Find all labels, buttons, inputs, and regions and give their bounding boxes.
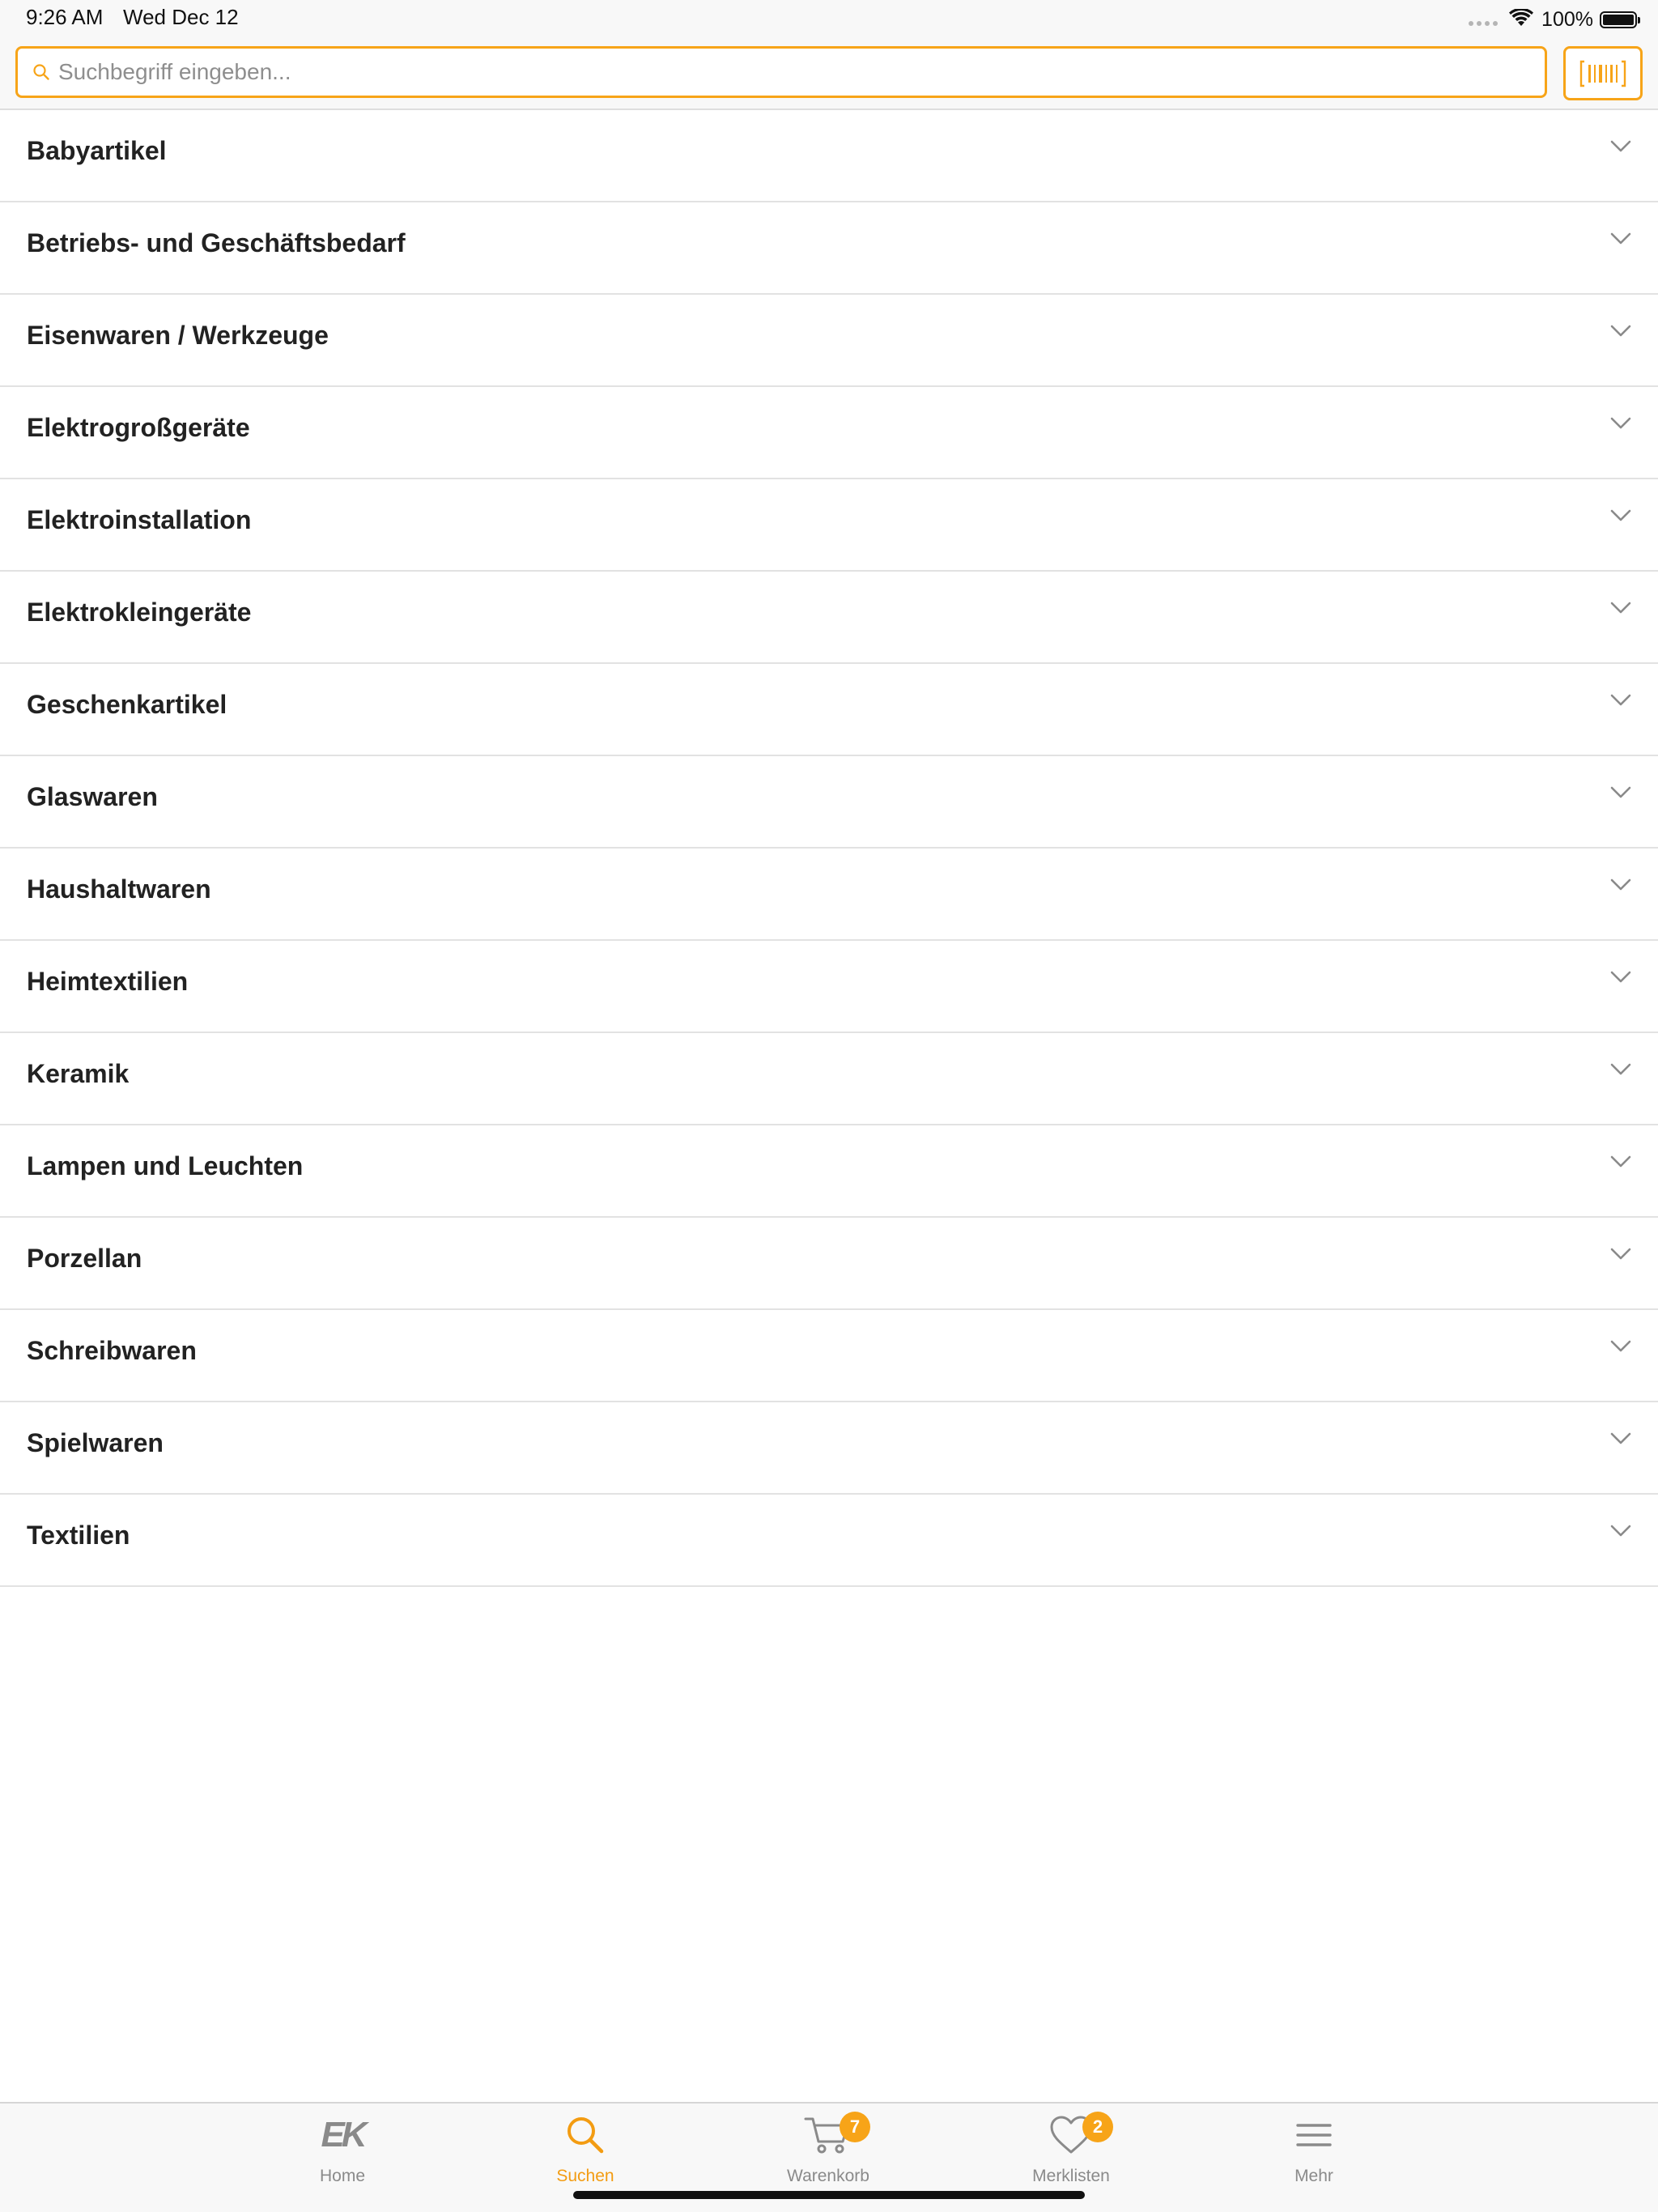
status-date: Wed Dec 12 — [123, 5, 239, 29]
battery-icon — [1600, 11, 1637, 28]
category-row[interactable] — [0, 295, 1658, 387]
category-row[interactable] — [0, 387, 1658, 479]
category-label: Geschenkartikel — [27, 690, 227, 719]
status-indicators — [1469, 6, 1637, 32]
category-label: Heimtextilien — [27, 967, 189, 996]
tab-label: Suchen — [556, 2167, 614, 2185]
category-row[interactable] — [0, 479, 1658, 572]
category-label: Lampen und Leuchten — [27, 1151, 304, 1180]
chevron-down-icon[interactable] — [1609, 139, 1632, 154]
category-row[interactable] — [0, 756, 1658, 849]
category-row[interactable] — [0, 1125, 1658, 1218]
chevron-down-icon[interactable] — [1609, 878, 1632, 892]
category-row[interactable] — [0, 1218, 1658, 1310]
search-icon — [32, 63, 50, 81]
cellular-signal-icon — [1469, 21, 1498, 26]
wishlist-badge: 2 — [1082, 2112, 1113, 2142]
category-row[interactable] — [0, 1310, 1658, 1402]
ek-logo-text: EK — [321, 2115, 364, 2155]
category-label: Babyartikel — [27, 136, 167, 165]
status-time: 9:26 AM — [26, 5, 104, 29]
chevron-down-icon[interactable] — [1609, 785, 1632, 800]
category-row[interactable] — [0, 1033, 1658, 1125]
category-label: Schreibwaren — [27, 1336, 197, 1365]
category-label: Elektrogroßgeräte — [27, 413, 250, 442]
chevron-down-icon[interactable] — [1609, 1155, 1632, 1169]
search-icon — [557, 2113, 614, 2157]
search-box[interactable] — [15, 46, 1547, 98]
battery-percentage: 100% — [1541, 7, 1593, 31]
category-label: Porzellan — [27, 1244, 142, 1273]
category-row[interactable] — [0, 849, 1658, 941]
chevron-down-icon[interactable] — [1609, 416, 1632, 431]
barcode-icon — [1579, 60, 1626, 87]
category-row[interactable] — [0, 1402, 1658, 1495]
status-bar — [0, 0, 1658, 40]
chevron-down-icon[interactable] — [1609, 970, 1632, 985]
chevron-down-icon[interactable] — [1609, 1339, 1632, 1354]
cart-badge: 7 — [840, 2112, 870, 2142]
barcode-scan-button[interactable] — [1563, 46, 1643, 100]
chevron-down-icon[interactable] — [1609, 324, 1632, 338]
category-label: Keramik — [27, 1059, 130, 1088]
tab-label: Home — [319, 2167, 366, 2185]
chevron-down-icon[interactable] — [1609, 1247, 1632, 1261]
ek-logo-icon — [314, 2113, 371, 2157]
chevron-down-icon[interactable] — [1609, 508, 1632, 523]
category-label: Elektrokleingeräte — [27, 598, 252, 627]
tab-home[interactable] — [261, 2104, 423, 2184]
category-label: Haushaltwaren — [27, 874, 211, 904]
chevron-down-icon[interactable] — [1609, 601, 1632, 615]
category-row[interactable] — [0, 664, 1658, 756]
chevron-down-icon[interactable] — [1609, 693, 1632, 708]
category-label: Elektroinstallation — [27, 505, 252, 534]
category-row[interactable] — [0, 941, 1658, 1033]
chevron-down-icon[interactable] — [1609, 232, 1632, 246]
category-label: Glaswaren — [27, 782, 158, 811]
chevron-down-icon[interactable] — [1609, 1062, 1632, 1077]
menu-icon — [1286, 2113, 1342, 2157]
category-label: Textilien — [27, 1521, 130, 1550]
home-indicator — [573, 2191, 1085, 2199]
tab-cart[interactable] — [747, 2104, 909, 2184]
category-label: Betriebs- und Geschäftsbedarf — [27, 228, 406, 257]
tab-label: Warenkorb — [787, 2167, 869, 2185]
category-row[interactable] — [0, 1495, 1658, 1587]
category-list — [0, 110, 1658, 1587]
tab-search[interactable] — [504, 2104, 666, 2184]
wifi-icon — [1509, 9, 1533, 31]
search-header — [0, 40, 1658, 110]
category-row[interactable] — [0, 572, 1658, 664]
category-row[interactable] — [0, 202, 1658, 295]
category-label: Eisenwaren / Werkzeuge — [27, 321, 329, 350]
search-input[interactable] — [58, 59, 1499, 85]
category-row[interactable] — [0, 110, 1658, 202]
chevron-down-icon[interactable] — [1609, 1431, 1632, 1446]
chevron-down-icon[interactable] — [1609, 1524, 1632, 1538]
tab-more[interactable] — [1233, 2104, 1395, 2184]
tab-wishlists[interactable] — [990, 2104, 1152, 2184]
category-label: Spielwaren — [27, 1428, 164, 1457]
tab-label: Merklisten — [1032, 2167, 1110, 2185]
tab-label: Mehr — [1295, 2167, 1333, 2185]
